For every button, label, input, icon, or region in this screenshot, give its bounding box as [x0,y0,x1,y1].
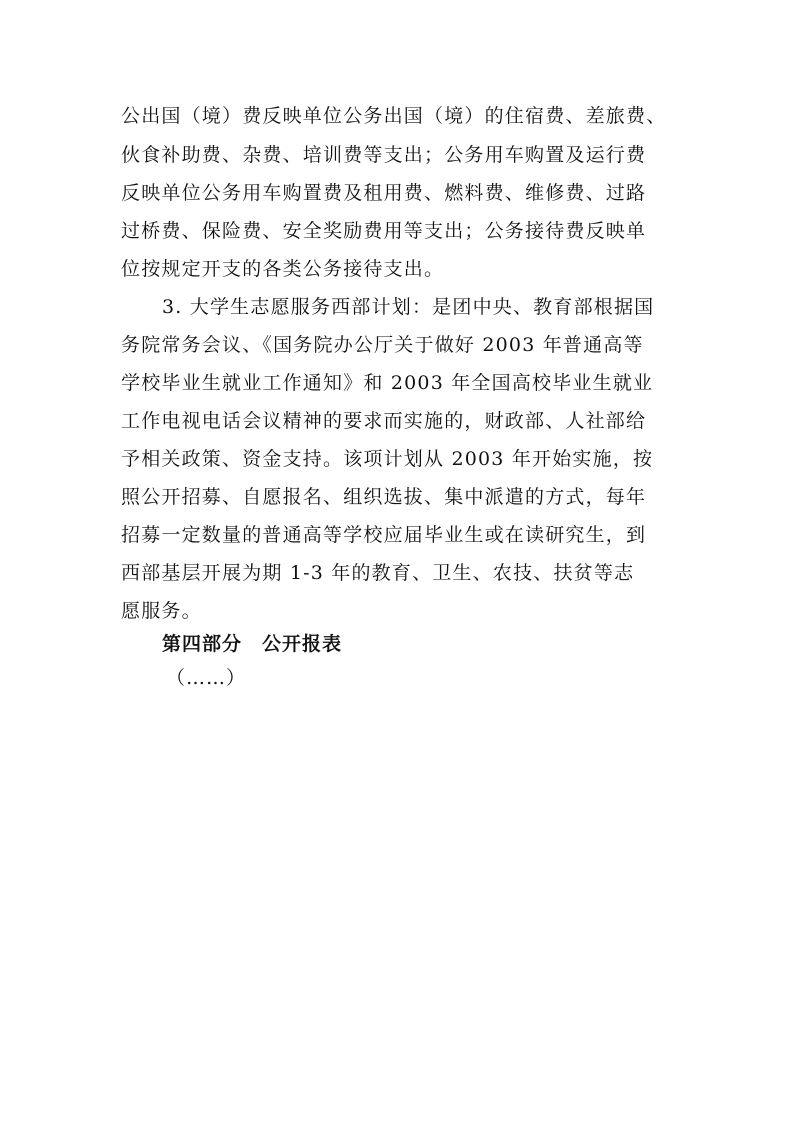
paragraph-line: 予相关政策、资金支持。该项计划从 2003 年开始实施，按 [121,448,654,470]
paragraph-line: 西部基层开展为期 1-3 年的教育、卫生、农技、扶贫等志 [121,562,635,584]
paragraph-line: 工作电视电话会议精神的要求而实施的，财政部、人社部给 [121,410,647,432]
paragraph-line: 愿服务。 [121,600,202,622]
section-heading: 第四部分 公开报表 [162,633,343,655]
paragraph-line: 过桥费、保险费、安全奖励费用等支出；公务接待费反映单 [121,220,647,242]
paragraph-line: 务院常务会议、《国务院办公厅关于做好 2003 年普通高等 [121,334,644,356]
paragraph-line: 学校毕业生就业工作通知》和 2003 年全国高校毕业生就业 [121,372,654,394]
paragraph-line: 3. 大学生志愿服务西部计划：是团中央、教育部根据国 [162,296,655,318]
paragraph-line: 位按规定开支的各类公务接待支出。 [121,258,445,280]
paragraph-line: 伙食补助费、杂费、培训费等支出；公务用车购置及运行费 [121,144,647,166]
paragraph-line: 招募一定数量的普通高等学校应届毕业生或在读研究生，到 [121,524,647,546]
paragraph-line: 照公开招募、自愿报名、组织选拔、集中派遣的方式，每年 [121,486,647,508]
ellipsis-placeholder: （……） [166,667,247,689]
paragraph-line: 公出国（境）费反映单位公务出国（境）的住宿费、差旅费、 [121,105,667,127]
paragraph-line: 反映单位公务用车购置费及租用费、燃料费、维修费、过路 [121,182,647,204]
